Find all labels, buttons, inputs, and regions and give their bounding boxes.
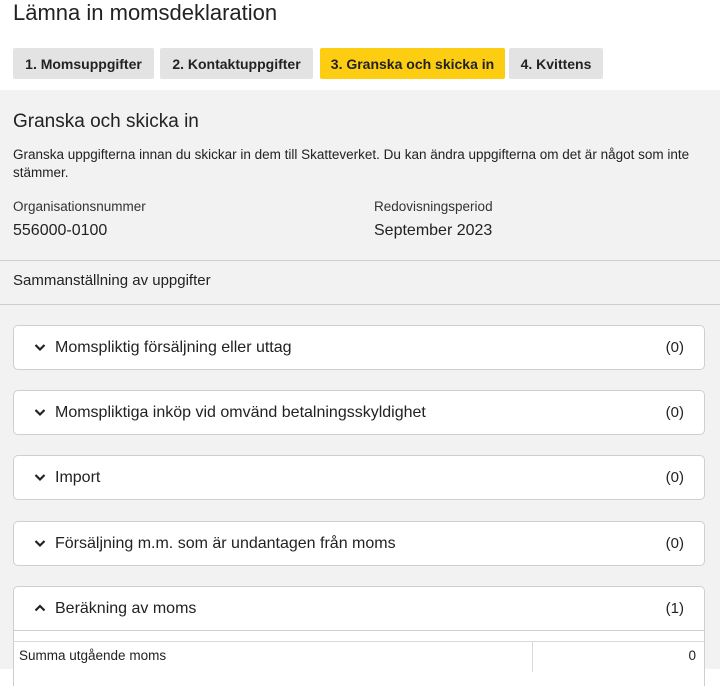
chevron-down-icon (33, 405, 47, 419)
period-value: September 2023 (374, 222, 493, 239)
org-number-value: 556000-0100 (13, 222, 108, 239)
accordion-header[interactable] (14, 456, 704, 499)
table-row (14, 641, 704, 672)
accordion-import (13, 455, 705, 500)
accordion-count: (0) (665, 469, 684, 486)
step-momsuppgifter[interactable]: 1. Momsuppgifter (13, 48, 154, 79)
row-value: 0 (688, 648, 696, 663)
section-title: Granska och skicka in (13, 111, 199, 132)
accordion-label: Beräkning av moms (55, 599, 197, 617)
step-kvittens: 4. Kvittens (509, 48, 603, 79)
accordion-label: Import (55, 468, 101, 486)
chevron-up-icon (33, 601, 47, 615)
accordion-header[interactable] (14, 522, 704, 565)
divider (532, 642, 533, 672)
accordion-label: Försäljning m.m. som är undantagen från moms (55, 534, 396, 552)
org-number-label: Organisationsnummer (13, 199, 146, 214)
accordion-undantagen-forsaljning (13, 521, 705, 566)
accordion-count: (0) (665, 535, 684, 552)
accordion-berakning-av-moms (13, 586, 705, 686)
accordion-header[interactable] (14, 587, 704, 630)
chevron-down-icon (33, 470, 47, 484)
divider (0, 304, 720, 305)
moms-table (14, 630, 704, 671)
accordion-label: Momspliktig försäljning eller uttag (55, 338, 292, 356)
accordion-count: (0) (665, 339, 684, 356)
accordion-count: (0) (665, 404, 684, 421)
section-description: Granska uppgifterna innan du skickar in dem till Skatteverket. Du kan ändra uppgifterna om det är något som inte stämmer. (13, 147, 690, 180)
summary-heading: Sammanställning av uppgifter (13, 272, 211, 289)
accordion-header[interactable] (14, 391, 704, 434)
accordion-momspliktig-forsaljning (13, 325, 705, 370)
chevron-down-icon (33, 340, 47, 354)
accordion-count: (1) (665, 600, 684, 617)
accordion-label: Momspliktiga inköp vid omvänd betalningsskyldighet (55, 403, 426, 421)
accordion-momspliktiga-inkop (13, 390, 705, 435)
period-label: Redovisningsperiod (374, 199, 493, 214)
step-granska-och-skicka-in: 3. Granska och skicka in (320, 48, 505, 79)
row-label: Summa utgående moms (19, 648, 167, 663)
page-title: Lämna in momsdeklaration (13, 0, 278, 25)
step-kontaktuppgifter[interactable]: 2. Kontaktuppgifter (160, 48, 313, 79)
chevron-down-icon (33, 536, 47, 550)
accordion-header[interactable] (14, 326, 704, 369)
divider (0, 260, 720, 261)
